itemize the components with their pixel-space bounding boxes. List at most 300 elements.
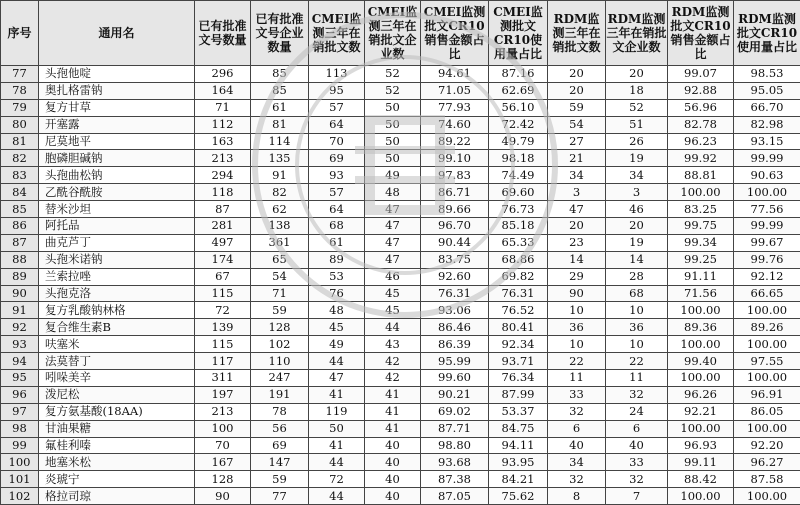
table-cell: 10 — [548, 302, 606, 319]
table-cell: 32 — [548, 403, 606, 420]
table-cell: 98.53 — [734, 66, 800, 83]
table-cell: 42 — [365, 370, 421, 387]
table-cell: 86.71 — [421, 184, 489, 201]
table-cell: 14 — [548, 251, 606, 268]
table-cell: 33 — [606, 454, 668, 471]
table-cell: 86.46 — [421, 319, 489, 336]
table-cell: 44 — [365, 319, 421, 336]
drug-name: 尼莫地平 — [39, 133, 195, 150]
drug-name: 呋塞米 — [39, 336, 195, 353]
table-cell: 69 — [251, 437, 309, 454]
column-header: RDM监测三年在销批文企业数 — [606, 1, 668, 66]
table-cell: 96.93 — [668, 437, 734, 454]
table-cell: 294 — [195, 167, 251, 184]
table-cell: 67 — [195, 268, 251, 285]
drug-name: 泼尼松 — [39, 386, 195, 403]
table-cell: 7 — [606, 488, 668, 505]
drug-name: 甘油果糖 — [39, 420, 195, 437]
row-number: 96 — [1, 386, 39, 403]
table-cell: 56 — [251, 420, 309, 437]
table-cell: 75.62 — [489, 488, 548, 505]
drug-name: 法莫替丁 — [39, 353, 195, 370]
table-cell: 74.60 — [421, 116, 489, 133]
table-cell: 50 — [365, 150, 421, 167]
table-cell: 10 — [548, 336, 606, 353]
table-cell: 72.42 — [489, 116, 548, 133]
table-row — [1, 184, 800, 201]
table-cell: 213 — [195, 150, 251, 167]
table-cell: 99.25 — [668, 251, 734, 268]
drug-name: 吲哚美辛 — [39, 370, 195, 387]
table-cell: 100.00 — [668, 336, 734, 353]
table-cell: 95 — [309, 82, 365, 99]
row-number: 80 — [1, 116, 39, 133]
table-cell: 99.10 — [421, 150, 489, 167]
table-cell: 94.61 — [421, 66, 489, 83]
drug-name: 乙酰谷酰胺 — [39, 184, 195, 201]
table-cell: 95.05 — [734, 82, 800, 99]
table-cell: 50 — [309, 420, 365, 437]
drug-name: 复方乳酸钠林格 — [39, 302, 195, 319]
table-cell: 311 — [195, 370, 251, 387]
table-cell: 41 — [365, 420, 421, 437]
table-cell: 69.02 — [421, 403, 489, 420]
table-cell: 40 — [365, 488, 421, 505]
table-cell: 118 — [195, 184, 251, 201]
table-cell: 65.33 — [489, 234, 548, 251]
table-cell: 77.56 — [734, 201, 800, 218]
table-cell: 99.99 — [734, 218, 800, 235]
table-cell: 45 — [365, 285, 421, 302]
table-cell: 76 — [309, 285, 365, 302]
table-cell: 56.10 — [489, 99, 548, 116]
table-cell: 88.42 — [668, 471, 734, 488]
table-cell: 197 — [195, 386, 251, 403]
table-cell: 91 — [251, 167, 309, 184]
table-cell: 69 — [309, 150, 365, 167]
table-row — [1, 201, 800, 218]
table-row — [1, 420, 800, 437]
table-cell: 20 — [548, 218, 606, 235]
column-header: RDM监测三年在销批文数 — [548, 1, 606, 66]
table-row — [1, 66, 800, 83]
table-cell: 87.05 — [421, 488, 489, 505]
row-number: 98 — [1, 420, 39, 437]
table-cell: 52 — [365, 82, 421, 99]
table-cell: 47 — [365, 218, 421, 235]
row-number: 89 — [1, 268, 39, 285]
table-cell: 100.00 — [668, 420, 734, 437]
table-cell: 128 — [251, 319, 309, 336]
table-cell: 51 — [606, 116, 668, 133]
table-cell: 54 — [548, 116, 606, 133]
column-header: CMEI监测三年在销批文企业数 — [365, 1, 421, 66]
drug-name: 头孢克洛 — [39, 285, 195, 302]
table-cell: 47 — [365, 251, 421, 268]
table-cell: 69.60 — [489, 184, 548, 201]
table-cell: 22 — [606, 353, 668, 370]
column-header: 已有批准文号数量 — [195, 1, 251, 66]
table-cell: 80.41 — [489, 319, 548, 336]
table-cell: 66.70 — [734, 99, 800, 116]
column-header: 通用名 — [39, 1, 195, 66]
table-cell: 100.00 — [668, 184, 734, 201]
table-cell: 147 — [251, 454, 309, 471]
row-number: 78 — [1, 82, 39, 99]
table-cell: 99.92 — [668, 150, 734, 167]
table-cell: 92.20 — [734, 437, 800, 454]
table-cell: 43 — [365, 336, 421, 353]
drug-name: 复合维生素B — [39, 319, 195, 336]
table-cell: 86.05 — [734, 403, 800, 420]
table-cell: 93.95 — [489, 454, 548, 471]
table-cell: 46 — [365, 268, 421, 285]
table-cell: 50 — [365, 116, 421, 133]
table-cell: 47 — [365, 201, 421, 218]
table-cell: 68.86 — [489, 251, 548, 268]
table-cell: 100.00 — [734, 420, 800, 437]
column-header: 序号 — [1, 1, 39, 66]
table-row — [1, 285, 800, 302]
table-cell: 64 — [309, 116, 365, 133]
table-row — [1, 218, 800, 235]
table-row — [1, 386, 800, 403]
table-cell: 11 — [606, 370, 668, 387]
row-number: 91 — [1, 302, 39, 319]
table-row — [1, 437, 800, 454]
drug-name: 替米沙坦 — [39, 201, 195, 218]
table-cell: 34 — [548, 167, 606, 184]
table-cell: 61 — [309, 234, 365, 251]
table-row — [1, 133, 800, 150]
table-cell: 76.52 — [489, 302, 548, 319]
row-number: 99 — [1, 437, 39, 454]
table-cell: 68 — [606, 285, 668, 302]
row-number: 95 — [1, 370, 39, 387]
table-cell: 97.83 — [421, 167, 489, 184]
table-cell: 89.36 — [668, 319, 734, 336]
table-cell: 20 — [548, 66, 606, 83]
table-cell: 53.37 — [489, 403, 548, 420]
table-cell: 164 — [195, 82, 251, 99]
table-cell: 213 — [195, 403, 251, 420]
table-cell: 93 — [309, 167, 365, 184]
table-cell: 32 — [606, 471, 668, 488]
table-cell: 85 — [251, 66, 309, 83]
table-cell: 96.27 — [734, 454, 800, 471]
table-cell: 8 — [548, 488, 606, 505]
table-cell: 98.80 — [421, 437, 489, 454]
table-cell: 57 — [309, 99, 365, 116]
table-cell: 92.12 — [734, 268, 800, 285]
table-cell: 11 — [548, 370, 606, 387]
table-cell: 497 — [195, 234, 251, 251]
drug-name: 曲克芦丁 — [39, 234, 195, 251]
table-cell: 110 — [251, 353, 309, 370]
column-header: RDM监测批文CR10销售金额占比 — [668, 1, 734, 66]
table-cell: 68 — [309, 218, 365, 235]
table-cell: 84.21 — [489, 471, 548, 488]
table-cell: 82 — [251, 184, 309, 201]
column-header: RDM监测批文CR10使用量占比 — [734, 1, 800, 66]
table-row — [1, 403, 800, 420]
row-number: 83 — [1, 167, 39, 184]
table-cell: 89 — [309, 251, 365, 268]
table-cell: 99.40 — [668, 353, 734, 370]
table-cell: 71 — [251, 285, 309, 302]
table-cell: 90.21 — [421, 386, 489, 403]
table-cell: 83.75 — [421, 251, 489, 268]
table-cell: 99.07 — [668, 66, 734, 83]
drug-name: 头孢米诺钠 — [39, 251, 195, 268]
drug-name: 格拉司琼 — [39, 488, 195, 505]
table-cell: 50 — [365, 99, 421, 116]
table-cell: 59 — [548, 99, 606, 116]
table-row — [1, 268, 800, 285]
table-cell: 99.60 — [421, 370, 489, 387]
column-header: CMEI监测批文CR10销售金额占比 — [421, 1, 489, 66]
table-cell: 76.31 — [489, 285, 548, 302]
table-cell: 167 — [195, 454, 251, 471]
table-cell: 87.58 — [734, 471, 800, 488]
drug-name: 氟桂利嗪 — [39, 437, 195, 454]
table-cell: 45 — [309, 319, 365, 336]
table-cell: 34 — [548, 454, 606, 471]
table-cell: 91.11 — [668, 268, 734, 285]
table-cell: 52 — [365, 66, 421, 83]
table-cell: 48 — [309, 302, 365, 319]
table-cell: 44 — [309, 454, 365, 471]
table-cell: 102 — [251, 336, 309, 353]
row-number: 81 — [1, 133, 39, 150]
table-cell: 96.70 — [421, 218, 489, 235]
table-cell: 100.00 — [734, 488, 800, 505]
table-cell: 18 — [606, 82, 668, 99]
row-number: 94 — [1, 353, 39, 370]
table-cell: 62.69 — [489, 82, 548, 99]
table-cell: 296 — [195, 66, 251, 83]
table-cell: 41 — [309, 386, 365, 403]
table-cell: 100.00 — [734, 336, 800, 353]
table-cell: 115 — [195, 285, 251, 302]
table-cell: 100.00 — [734, 184, 800, 201]
row-number: 92 — [1, 319, 39, 336]
table-cell: 93.71 — [489, 353, 548, 370]
table-cell: 83.25 — [668, 201, 734, 218]
table-cell: 61 — [251, 99, 309, 116]
table-cell: 71.05 — [421, 82, 489, 99]
table-row — [1, 167, 800, 184]
drug-name: 开塞露 — [39, 116, 195, 133]
table-row — [1, 150, 800, 167]
table-cell: 94.11 — [489, 437, 548, 454]
drug-name: 兰索拉唑 — [39, 268, 195, 285]
table-row — [1, 454, 800, 471]
table-cell: 34 — [606, 167, 668, 184]
table-cell: 70 — [309, 133, 365, 150]
table-cell: 20 — [606, 218, 668, 235]
table-cell: 40 — [606, 437, 668, 454]
row-number: 90 — [1, 285, 39, 302]
table-header — [1, 1, 800, 66]
row-number: 88 — [1, 251, 39, 268]
table-cell: 44 — [309, 488, 365, 505]
table-cell: 77.93 — [421, 99, 489, 116]
table-row — [1, 370, 800, 387]
table-cell: 85.18 — [489, 218, 548, 235]
row-number: 85 — [1, 201, 39, 218]
row-number: 100 — [1, 454, 39, 471]
table-cell: 19 — [606, 234, 668, 251]
table-cell: 33 — [548, 386, 606, 403]
table-cell: 81 — [251, 116, 309, 133]
table-cell: 99.67 — [734, 234, 800, 251]
table-cell: 90 — [548, 285, 606, 302]
table-cell: 90.44 — [421, 234, 489, 251]
table-cell: 87 — [195, 201, 251, 218]
table-cell: 92.88 — [668, 82, 734, 99]
table-cell: 21 — [548, 150, 606, 167]
table-cell: 29 — [548, 268, 606, 285]
table-cell: 93.68 — [421, 454, 489, 471]
table-cell: 87.38 — [421, 471, 489, 488]
table-cell: 47 — [309, 370, 365, 387]
table-cell: 115 — [195, 336, 251, 353]
table-cell: 40 — [365, 454, 421, 471]
header-row — [1, 1, 800, 66]
table-cell: 44 — [309, 353, 365, 370]
table-cell: 50 — [365, 133, 421, 150]
row-number: 82 — [1, 150, 39, 167]
table-cell: 93.06 — [421, 302, 489, 319]
table-row — [1, 234, 800, 251]
table-cell: 46 — [606, 201, 668, 218]
table-cell: 191 — [251, 386, 309, 403]
table-cell: 92.21 — [668, 403, 734, 420]
table-cell: 87.71 — [421, 420, 489, 437]
table-cell: 95.99 — [421, 353, 489, 370]
row-number: 87 — [1, 234, 39, 251]
table-cell: 90.63 — [734, 167, 800, 184]
table-cell: 100.00 — [668, 370, 734, 387]
table-cell: 99.34 — [668, 234, 734, 251]
drug-name: 头孢曲松钠 — [39, 167, 195, 184]
column-header: CMEI监测批文CR10使用量占比 — [489, 1, 548, 66]
table-cell: 112 — [195, 116, 251, 133]
table-cell: 78 — [251, 403, 309, 420]
table-cell: 59 — [251, 302, 309, 319]
table-row — [1, 251, 800, 268]
drug-name: 复方氨基酸(18AA) — [39, 403, 195, 420]
table-cell: 70 — [195, 437, 251, 454]
table-cell: 100.00 — [734, 302, 800, 319]
table-cell: 72 — [309, 471, 365, 488]
table-cell: 66.65 — [734, 285, 800, 302]
column-header: 已有批准文号企业数量 — [251, 1, 309, 66]
table-cell: 89.22 — [421, 133, 489, 150]
table-cell: 14 — [606, 251, 668, 268]
row-number: 102 — [1, 488, 39, 505]
table-cell: 41 — [309, 437, 365, 454]
table-cell: 99.99 — [734, 150, 800, 167]
table-cell: 100.00 — [734, 370, 800, 387]
table-cell: 23 — [548, 234, 606, 251]
row-number: 97 — [1, 403, 39, 420]
table-cell: 6 — [606, 420, 668, 437]
table-cell: 96.91 — [734, 386, 800, 403]
table-cell: 36 — [606, 319, 668, 336]
table-cell: 77 — [251, 488, 309, 505]
table-cell: 32 — [548, 471, 606, 488]
table-cell: 98.18 — [489, 150, 548, 167]
table-cell: 40 — [548, 437, 606, 454]
drug-name: 头孢他啶 — [39, 66, 195, 83]
table-row — [1, 99, 800, 116]
table-cell: 128 — [195, 471, 251, 488]
table-cell: 56.96 — [668, 99, 734, 116]
table-cell: 22 — [548, 353, 606, 370]
table-cell: 100.00 — [668, 302, 734, 319]
drug-name: 阿托品 — [39, 218, 195, 235]
table-cell: 174 — [195, 251, 251, 268]
table-cell: 20 — [548, 82, 606, 99]
table-cell: 40 — [365, 437, 421, 454]
column-header: CMEI监测三年在销批文数 — [309, 1, 365, 66]
table-row — [1, 336, 800, 353]
table-cell: 32 — [606, 386, 668, 403]
row-number: 86 — [1, 218, 39, 235]
table-row — [1, 488, 800, 505]
table-cell: 139 — [195, 319, 251, 336]
table-cell: 41 — [365, 386, 421, 403]
table-cell: 57 — [309, 184, 365, 201]
table-row — [1, 353, 800, 370]
table-cell: 49.79 — [489, 133, 548, 150]
table-cell: 114 — [251, 133, 309, 150]
table-cell: 47 — [365, 234, 421, 251]
table-cell: 135 — [251, 150, 309, 167]
row-number: 93 — [1, 336, 39, 353]
drug-name: 地塞米松 — [39, 454, 195, 471]
table-cell: 99.11 — [668, 454, 734, 471]
table-cell: 86.39 — [421, 336, 489, 353]
table-cell: 247 — [251, 370, 309, 387]
table-cell: 72 — [195, 302, 251, 319]
table-cell: 45 — [365, 302, 421, 319]
table-cell: 117 — [195, 353, 251, 370]
table-cell: 49 — [309, 336, 365, 353]
table-cell: 138 — [251, 218, 309, 235]
table-cell: 76.31 — [421, 285, 489, 302]
table-cell: 71.56 — [668, 285, 734, 302]
table-cell: 99.75 — [668, 218, 734, 235]
table-cell: 100 — [195, 420, 251, 437]
table-cell: 92.60 — [421, 268, 489, 285]
table-cell: 42 — [365, 353, 421, 370]
table-cell: 96.26 — [668, 386, 734, 403]
table-cell: 52 — [606, 99, 668, 116]
table-cell: 90 — [195, 488, 251, 505]
drug-name: 炎琥宁 — [39, 471, 195, 488]
table-cell: 84.75 — [489, 420, 548, 437]
table-cell: 19 — [606, 150, 668, 167]
table-cell: 40 — [365, 471, 421, 488]
table-cell: 76.34 — [489, 370, 548, 387]
table-cell: 48 — [365, 184, 421, 201]
table-cell: 65 — [251, 251, 309, 268]
row-number: 77 — [1, 66, 39, 83]
table-cell: 163 — [195, 133, 251, 150]
